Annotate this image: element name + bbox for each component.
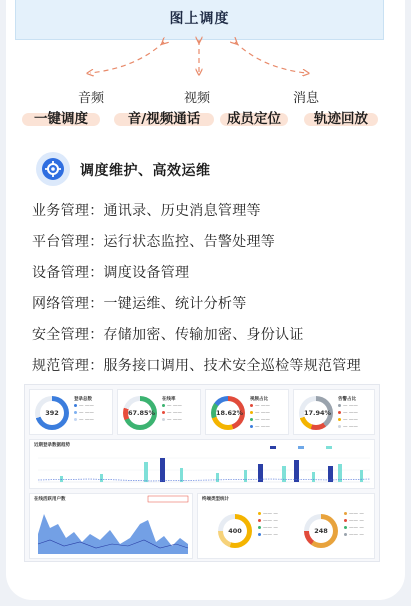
mgmt-item-standard: 规范管理：服务接口调用、技术安全巡检等规范管理 <box>32 358 361 374</box>
bar-chart-panel: 近期登录数据趋势 <box>29 439 375 489</box>
area-chart <box>30 494 192 558</box>
stat-card-online: 67.85% 在线率 — —— — —— — —— <box>117 389 201 435</box>
stat-card-video: 18.62% 视频占比 — —— — —— — —— — —— <box>205 389 289 435</box>
mgmt-item-platform: 平台管理：运行状态监控、告警处理等 <box>32 234 276 250</box>
mgmt-item-business: 业务管理：通讯录、历史消息管理等 <box>32 203 261 219</box>
section-title: 调度维护、高效运维 <box>80 163 211 179</box>
category-message: 消息 <box>293 91 320 106</box>
bar-chart <box>30 440 374 488</box>
stat-card-login: 392 登录总数 — —— — —— — —— <box>29 389 113 435</box>
shield-gear-icon <box>36 152 70 186</box>
mgmt-item-network: 网络管理：一键运维、统计分析等 <box>32 296 247 312</box>
category-video: 视频 <box>184 91 211 106</box>
category-audio: 音频 <box>78 91 105 106</box>
donut-panel: 终端类型统计 400 —— — —— — —— — —— — 248 —— — —— — —— — —— — <box>197 493 375 559</box>
content-card <box>6 0 405 600</box>
feature-track-replay: 轨迹回放 <box>304 110 378 128</box>
feature-member-location: 成员定位 <box>220 110 288 128</box>
mgmt-item-device: 设备管理：调度设备管理 <box>32 265 190 281</box>
feature-one-key-dispatch: 一键调度 <box>22 110 100 128</box>
area-chart-panel: 在线活跃用户数 <box>29 493 193 559</box>
mgmt-item-security: 安全管理：存储加密、传输加密、身份认证 <box>32 327 304 343</box>
dispatch-title: 图上调度 <box>169 11 230 27</box>
feature-av-call: 音/视频通话 <box>114 110 214 128</box>
stat-card-alarm: 17.94% 告警占比 — —— — —— — —— — —— <box>293 389 375 435</box>
dashboard-screenshot <box>24 384 380 562</box>
